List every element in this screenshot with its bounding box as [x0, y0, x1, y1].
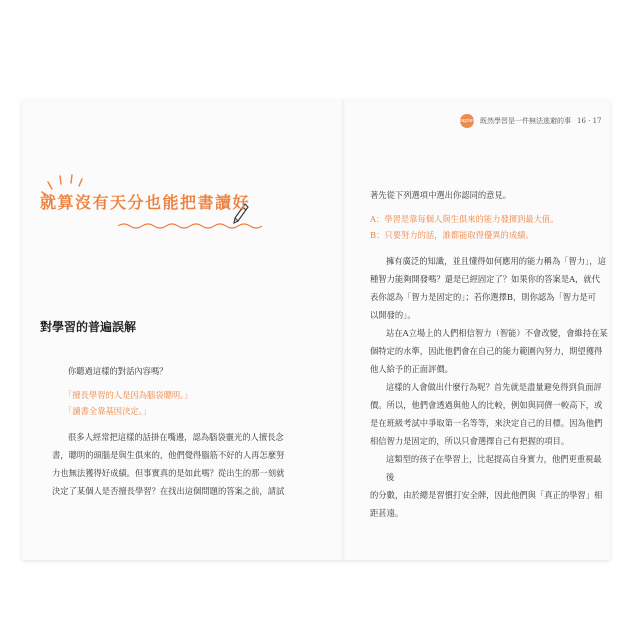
right-paragraph-4 [370, 450, 610, 522]
para-line: 這類型的孩子在學習上，比起提高自身實力，他們更重視最後 [386, 454, 602, 482]
left-body-paragraph [52, 428, 322, 500]
left-body-line: 很多人經常把這樣的話掛在嘴邊，認為腦袋靈光的人擅長念 [68, 432, 284, 442]
left-body-line: 力也無法獲得好成績。但事實真的是如此嗎？從出生的那一刻就 [52, 468, 285, 478]
chapter-title: 既然學習是一件無法逃避的事 [480, 117, 571, 125]
page-numbers: 16 · 17 [577, 117, 602, 125]
right-paragraph-3 [370, 378, 610, 450]
right-paragraph-1 [370, 252, 610, 324]
section-heading [40, 168, 280, 248]
page-gutter [342, 100, 345, 560]
para-line: 是在班級考試中爭取第一名等等，來決定自己的目標。因為他們 [370, 418, 603, 428]
section-title: 就算沒有天分也能把書讀好 [40, 193, 251, 212]
left-body-line: 書，聰明的頭腦是與生俱來的，他們覺得腦筋不好的人再怎麼努 [52, 450, 285, 460]
left-body-line: 決定了某個人是否擅長學習？在找出這個問題的答案之前，請試 [52, 486, 285, 496]
para-line: 他人給予的正面評價。 [370, 364, 453, 374]
quote-line-2: 「讀書全靠基因決定。」 [64, 406, 152, 416]
subsection-heading: 對學習的普遍誤解 [40, 320, 137, 334]
para-line: 擁有廣泛的知識，並且懂得如何應用的能力稱為「智力」，這 [386, 256, 606, 266]
para-line: 種智力能夠開發嗎？還是已經固定了？如果你的答案是A，就代 [370, 274, 601, 284]
chapter-badge: Chapter 1 [460, 114, 474, 128]
para-line: 站在A立場上的人們相信智力（智能）不會改變，會維持在某 [386, 328, 608, 338]
option-a: A：學習是靠每個人與生俱來的能力發揮到最大值。 [370, 214, 559, 224]
quote-line-1: 「擅長學習的人是因為腦袋聰明。」 [64, 390, 193, 400]
para-line: 個特定的水準，因此他們會在自己的能力範圍內努力，期望獲得 [370, 346, 603, 356]
para-line: 以開發的」。 [370, 310, 416, 320]
option-b: B：只要努力的話，誰都能取得優異的成績。 [370, 230, 534, 240]
right-intro: 著先從下列選項中選出你認同的意見。 [370, 190, 512, 200]
para-line: 價。所以，他們會透過與他人的比較，例如與同儕一較高下，或 [370, 400, 603, 410]
para-line: 的分數，由於總是習慣打安全牌，因此他們與「真正的學習」相 [370, 490, 603, 500]
para-line: 這樣的人會做出什麼行為呢？首先就是盡量避免得到負面評 [386, 382, 602, 392]
para-line: 相信智力是固定的，所以只會選擇自己有把握的項目。 [370, 436, 570, 446]
para-line: 距甚遠。 [370, 508, 404, 518]
question-line: 你聽過這樣的對話內容嗎？ [68, 366, 168, 376]
para-line: 表你認為「智力是固定的」；若你選擇B，則你認為「智力是可 [370, 292, 596, 302]
right-paragraph-2 [370, 324, 610, 378]
running-header [454, 114, 602, 128]
